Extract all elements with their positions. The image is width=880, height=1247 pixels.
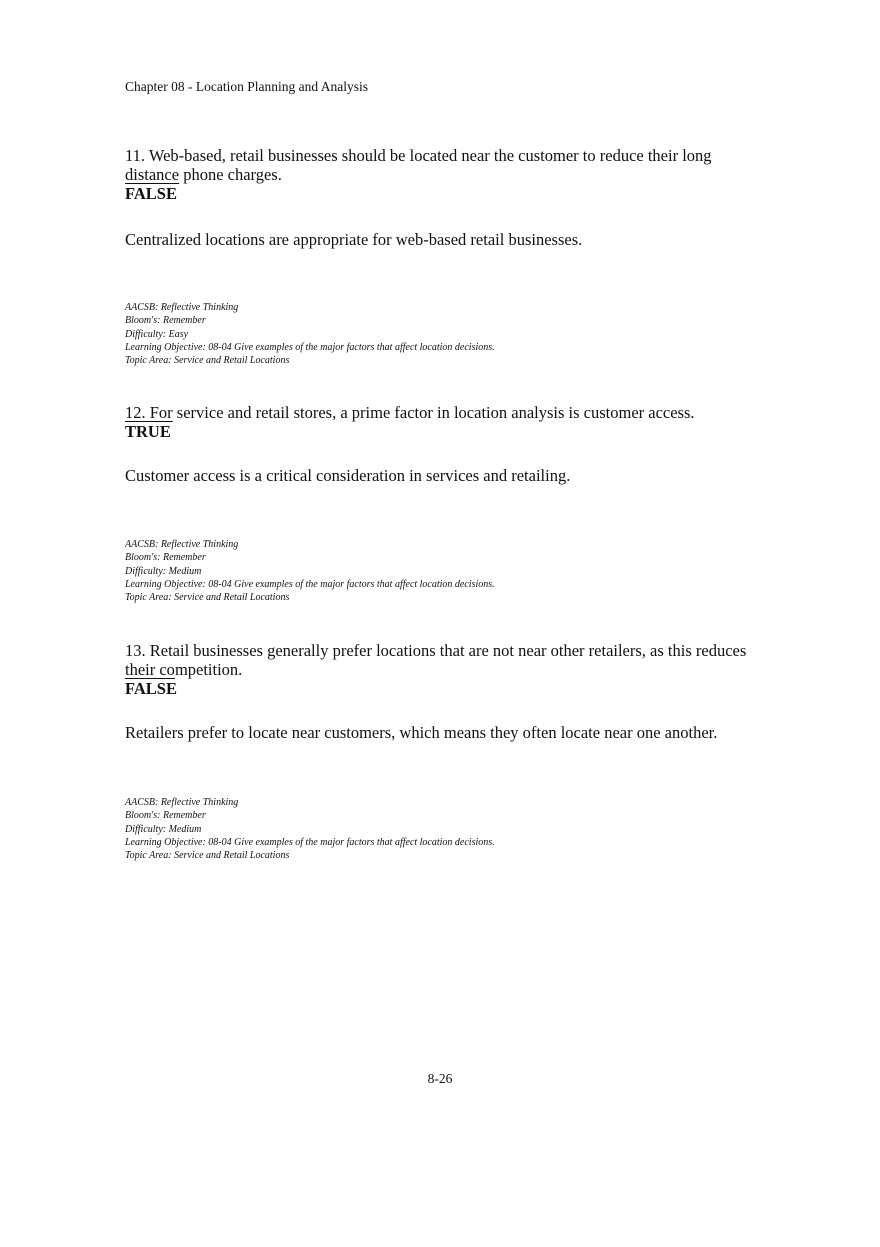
- question-number: 13.: [125, 641, 146, 660]
- question-text: [125, 146, 785, 184]
- question-text-line2: phone charges.: [179, 165, 282, 184]
- question-metadata: [125, 796, 495, 862]
- meta-learning-objective: Learning Objective: 08-04 Give examples of the major factors that affect location decisions.: [125, 836, 495, 848]
- meta-difficulty: Difficulty: Medium: [125, 823, 202, 835]
- question-text-line1: Retail businesses generally prefer locations that are not near other retailers, as this reduces: [145, 641, 747, 660]
- question-metadata: [125, 538, 495, 604]
- page-number: 8-26: [427, 1071, 453, 1086]
- question-text-line1: service and retail stores, a prime factor in location analysis is customer access.: [172, 403, 695, 422]
- answer-label: FALSE: [125, 184, 177, 203]
- question-text-line2: mpetition.: [174, 660, 243, 679]
- answer-explanation: Retailers prefer to locate near customers, which means they often locate near one another.: [125, 723, 718, 742]
- answer-explanation: Centralized locations are appropriate for web-based retail businesses.: [125, 230, 583, 249]
- question-text: [125, 403, 785, 422]
- meta-blooms: Bloom's: Remember: [125, 315, 206, 327]
- meta-difficulty: Difficulty: Medium: [125, 565, 202, 577]
- answer-label: FALSE: [125, 679, 177, 698]
- meta-difficulty: Difficulty: Easy: [125, 328, 189, 340]
- meta-learning-objective: Learning Objective: 08-04 Give examples of the major factors that affect location decisions.: [125, 341, 495, 353]
- chapter-header: Chapter 08 - Location Planning and Analysis: [125, 79, 368, 94]
- meta-blooms: Bloom's: Remember: [125, 552, 206, 564]
- question-text-underlined: distance: [125, 165, 180, 184]
- question-number-underlined: 12. For: [125, 403, 173, 422]
- question-text-line1: Web-based, retail businesses should be located near the customer to reduce their long: [145, 146, 712, 165]
- question-12: [125, 403, 785, 604]
- meta-aacsb: AACSB: Reflective Thinking: [125, 539, 239, 550]
- meta-learning-objective: Learning Objective: 08-04 Give examples of the major factors that affect location decisions.: [125, 578, 495, 590]
- question-metadata: [125, 301, 495, 367]
- meta-blooms: Bloom's: Remember: [125, 810, 206, 822]
- question-text: [125, 641, 785, 679]
- meta-topic-area: Topic Area: Service and Retail Locations: [125, 850, 290, 862]
- question-number: 11.: [125, 146, 146, 165]
- meta-topic-area: Topic Area: Service and Retail Locations: [125, 355, 290, 367]
- answer-label: TRUE: [125, 422, 171, 441]
- question-11: [125, 146, 785, 367]
- question-text-underlined: their co: [125, 660, 175, 679]
- answer-explanation: Customer access is a critical consideration in services and retailing.: [125, 466, 571, 485]
- meta-aacsb: AACSB: Reflective Thinking: [125, 302, 239, 313]
- meta-topic-area: Topic Area: Service and Retail Locations: [125, 592, 290, 604]
- question-13: [125, 641, 785, 862]
- meta-aacsb: AACSB: Reflective Thinking: [125, 797, 239, 808]
